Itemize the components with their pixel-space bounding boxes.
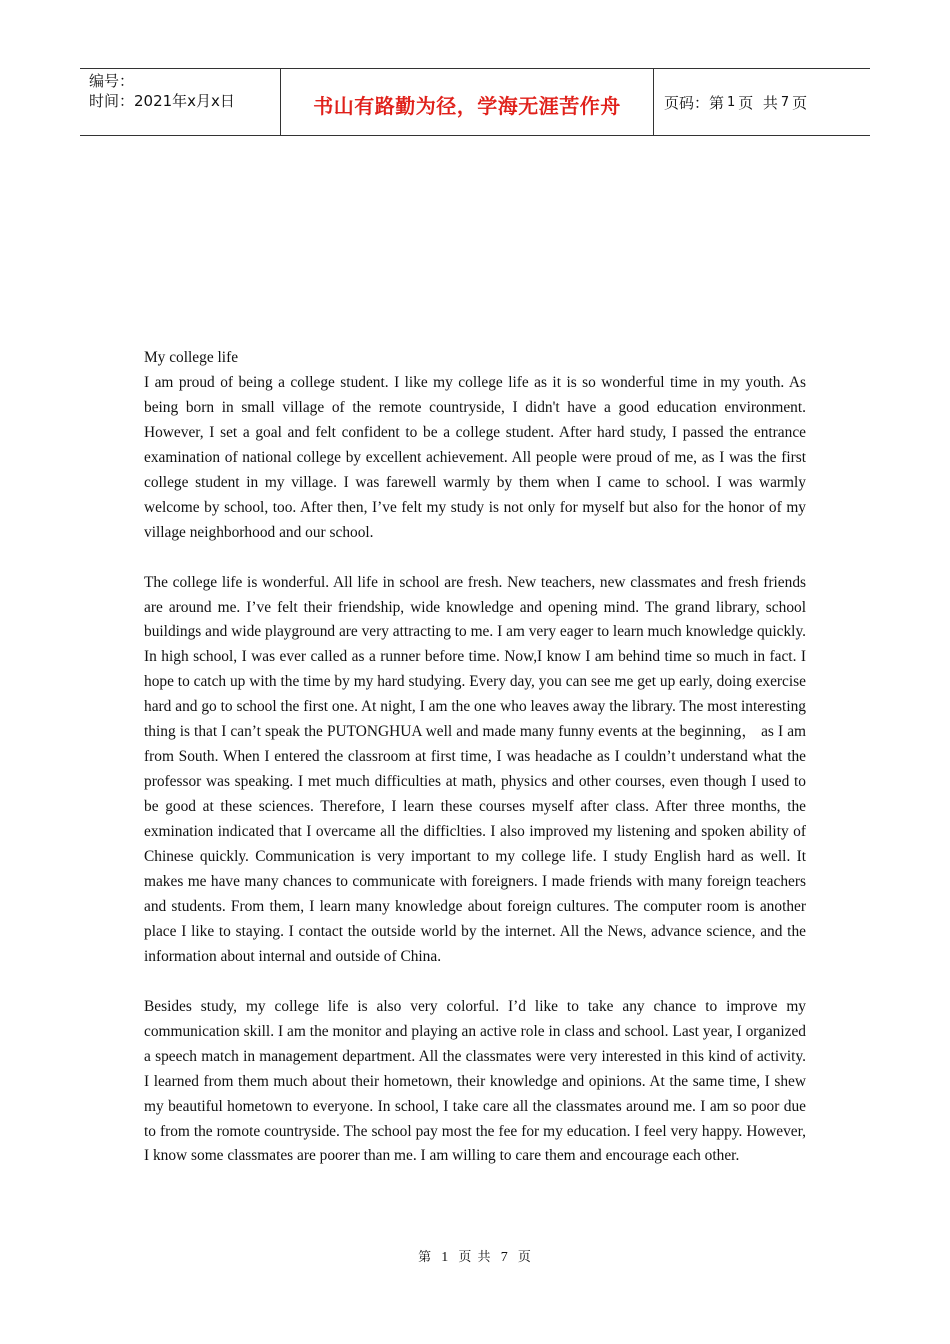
header-info-cell	[80, 69, 281, 135]
paragraph-2: The college life is wonderful. All life in school are fresh. New teachers, new classmates and fresh friends are around me. I’ve felt their friendship, wide knowledge and opening mind. The grand library, school buildings and wide playground are very attracting to me. I am very eager to learn much knowledge quickly. In high school, I was ever called as a runner before time. Now,I know I am behind time so much in fact. I hope to catch up with the time by my hard studying. Every day, you can see me get up early, doing exercise hard and go to school the first one. At night, I am the one who leaves away the library. The most interesting thing is that I can’t speak the PUTONGHUA well and made many funny events at the beginning， as I am from South. When I entered the classroom at first time, I was headache as I couldn’t understand what the professor was speaking. I met much difficulties at math, physics and other courses, even though I used to be good at these sciences. Therefore, I learn these courses myself after class. After three months, the exmination indicated that I overcame all the difficlties. I also improved my listening and spoken ability of Chinese quickly. Communication is very important to my college life. I study English hard as well. It makes me have many chances to communicate with foreigners. I made friends with many foreign teachers and students. From them, I learn many knowledge about foreign cultures. The computer room is another place I like to staying. I contact the outside world by the internet. All the News, advance science, and the information about internal and outside of China.	[144, 573, 806, 965]
footer-prefix: 第	[418, 1250, 433, 1265]
footer-total-pages: 7	[500, 1250, 509, 1265]
page-footer	[0, 1246, 950, 1266]
motto-text: 书山有路勤为径，学海无涯苦作舟	[313, 93, 621, 118]
footer-mid: 页 共	[458, 1250, 492, 1265]
header-motto-cell	[281, 69, 654, 135]
footer-current-page: 1	[441, 1250, 450, 1265]
page-prefix: 页码：第	[664, 93, 725, 112]
page-total: 7	[780, 94, 790, 110]
date-label: 时间：2021年x月x日	[89, 92, 235, 110]
header-page-cell	[654, 69, 870, 135]
page-mid: 页 共	[738, 93, 778, 112]
article-title: My college life	[144, 349, 239, 366]
footer-suffix: 页	[517, 1250, 532, 1265]
paragraph-gap	[144, 970, 806, 995]
paragraph-gap	[144, 546, 806, 571]
paragraph-3: Besides study, my college life is also very colorful. I’d like to take any chance to improve my communication skill. I am the monitor and playing an active role in class and school. Last year, I organized a speech match in management department. All the classmates were very interested in this kind of activity. I learned from them much about their hometown, their knowledge and opinions. At the same time, I shew my beautiful hometown to everyone. In school, I take care all the classmates around me. I am so poor due to from the romote countryside. The school pay most the fee for my education. I feel very happy. However, I know some classmates are poorer than me. I am willing to care them and encourage each other.	[144, 997, 806, 1165]
paragraph-1: I am proud of being a college student. I like my college life as it is so wonderful time in my youth. As being born in small village of the remote countryside, I didn't have a good education environment. However, I set a goal and felt confident to be a college student. After hard study, I passed the entrance examination of national college by excellent achievement. All people were proud of me, as I was the first college student in my village. I was farewell warmly by them when I came to school. I was warmly welcome by school, too. After then, I’ve felt my study is not only for myself but also for the honor of my village neighborhood and our school.	[144, 373, 806, 541]
serial-number-label: 编号：	[89, 72, 135, 90]
article-body	[144, 346, 806, 1169]
page-suffix: 页	[792, 93, 808, 112]
page-current: 1	[727, 94, 736, 110]
document-header	[80, 68, 870, 136]
